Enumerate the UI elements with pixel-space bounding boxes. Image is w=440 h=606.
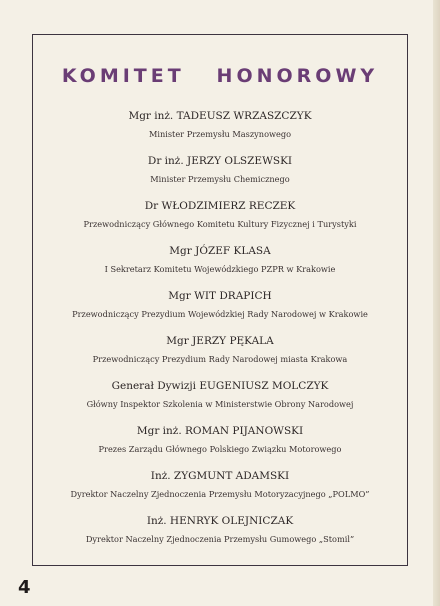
- member-role: Prezes Zarządu Głównego Polskiego Związku Motorowego: [98, 444, 342, 454]
- page-frame: [32, 34, 408, 566]
- member-name: Generał Dywizji EUGENIUSZ MOLCZYK: [111, 380, 329, 392]
- member-name: Inż. HENRYK OLEJNICZAK: [146, 515, 294, 527]
- member-name: Dr WŁODZIMIERZ RECZEK: [144, 200, 296, 212]
- page-edge: [433, 0, 440, 606]
- member-name: Mgr inż. TADEUSZ WRZASZCZYK: [128, 110, 312, 122]
- member-role: Dyrektor Naczelny Zjednoczenia Przemysłu Motoryzacyjnego „POLMO”: [70, 489, 370, 499]
- member-name: Mgr JERZY PĘKALA: [166, 335, 274, 347]
- member-entry: [33, 154, 407, 199]
- member-entry: [33, 514, 407, 559]
- member-entry: [33, 424, 407, 469]
- member-role: Minister Przemysłu Chemicznego: [150, 174, 290, 184]
- member-list: [33, 109, 407, 559]
- member-entry: [33, 244, 407, 289]
- member-name: Mgr JÓZEF KLASA: [169, 245, 271, 257]
- member-role: Przewodniczący Prezydium Wojewódzkiej Rady Narodowej w Krakowie: [72, 309, 368, 319]
- member-role: Główny Inspektor Szkolenia w Ministerstwie Obrony Narodowej: [86, 399, 354, 409]
- member-name: Dr inż. JERZY OLSZEWSKI: [147, 155, 293, 167]
- member-entry: [33, 289, 407, 334]
- member-role: Przewodniczący Prezydium Rady Narodowej miasta Krakowa: [92, 354, 348, 364]
- member-role: Dyrektor Naczelny Zjednoczenia Przemysłu Gumowego „Stomil”: [85, 534, 355, 544]
- member-name: Mgr inż. ROMAN PIJANOWSKI: [136, 425, 304, 437]
- member-role: Minister Przemysłu Maszynowego: [148, 129, 292, 139]
- member-entry: [33, 199, 407, 244]
- member-name: Inż. ZYGMUNT ADAMSKI: [150, 470, 290, 482]
- member-entry: [33, 379, 407, 424]
- page-number: 4: [18, 577, 31, 598]
- member-entry: [33, 469, 407, 514]
- member-entry: [33, 334, 407, 379]
- member-role: Przewodniczący Głównego Komitetu Kultury Fizycznej i Turystyki: [83, 219, 357, 229]
- member-role: I Sekretarz Komitetu Wojewódzkiego PZPR w Krakowie: [104, 264, 336, 274]
- page-title: KOMITET HONOROWY: [61, 65, 379, 87]
- member-entry: [33, 109, 407, 154]
- member-name: Mgr WIT DRAPICH: [168, 290, 272, 302]
